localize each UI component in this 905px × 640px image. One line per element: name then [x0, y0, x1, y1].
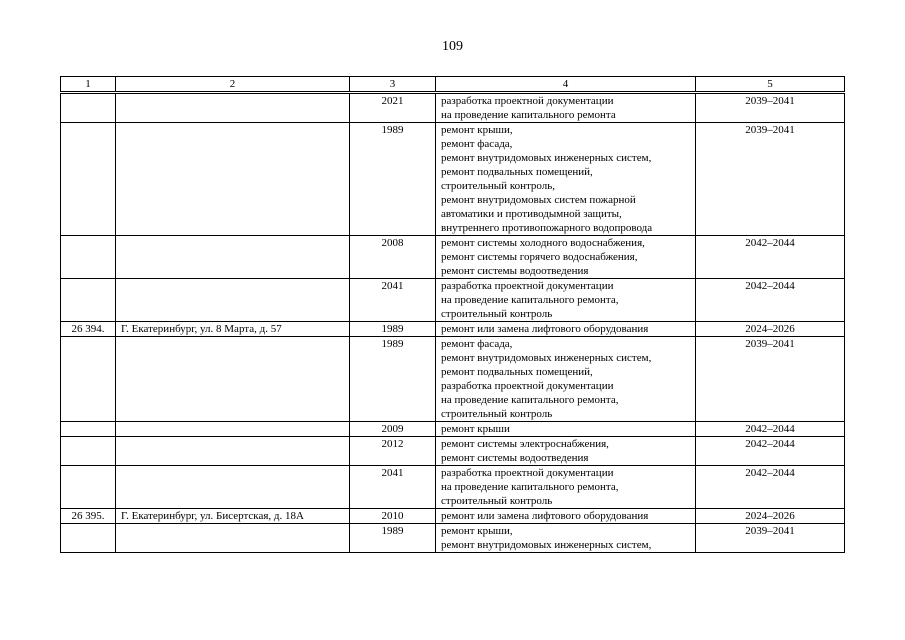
table-row	[61, 123, 845, 236]
table-body	[61, 93, 845, 553]
work-item: ремонт внутридомовых инженерных систем,	[441, 352, 652, 364]
work-item: строительный контроль	[441, 495, 553, 507]
works-cell	[436, 337, 696, 422]
work-item: ремонт или замена лифтового оборудования	[441, 510, 649, 522]
work-item: ремонт системы водоотведения	[441, 452, 589, 464]
entry-number-cell	[61, 524, 116, 553]
work-item: ремонт фасада,	[441, 138, 513, 150]
period-cell: 2039–2041	[696, 524, 845, 553]
period-cell: 2042–2044	[696, 422, 845, 437]
period-cell: 2042–2044	[696, 437, 845, 466]
entry-number-cell	[61, 123, 116, 236]
entry-number-cell	[61, 437, 116, 466]
work-item: ремонт внутридомовых систем пожарной	[441, 194, 636, 206]
work-item: ремонт фасада,	[441, 338, 513, 350]
works-cell	[436, 322, 696, 337]
table-row	[61, 422, 845, 437]
work-item: ремонт или замена лифтового оборудования	[441, 323, 649, 335]
work-item: ремонт внутридомовых инженерных систем,	[441, 152, 652, 164]
address-cell	[116, 236, 350, 279]
column-header: 3	[350, 77, 436, 93]
page-number: 109	[442, 39, 463, 54]
work-item: на проведение капитального ремонта,	[441, 394, 619, 406]
work-item: разработка проектной документации	[441, 95, 614, 107]
year-cell: 2010	[350, 509, 436, 524]
table-row	[61, 337, 845, 422]
entry-number-cell: 26 395.	[61, 509, 116, 524]
table-row	[61, 437, 845, 466]
address-cell: Г. Екатеринбург, ул. 8 Марта, д. 57	[116, 322, 350, 337]
year-cell: 1989	[350, 123, 436, 236]
period-cell: 2042–2044	[696, 236, 845, 279]
column-header: 1	[61, 77, 116, 93]
work-item: ремонт крыши,	[441, 124, 513, 136]
year-cell: 2008	[350, 236, 436, 279]
works-cell	[436, 466, 696, 509]
table-row	[61, 322, 845, 337]
column-header: 4	[436, 77, 696, 93]
year-cell: 2012	[350, 437, 436, 466]
work-item: на проведение капитального ремонта,	[441, 481, 619, 493]
work-item: разработка проектной документации	[441, 467, 614, 479]
work-item: ремонт системы горячего водоснабжения,	[441, 251, 638, 263]
entry-number-cell	[61, 337, 116, 422]
period-cell: 2039–2041	[696, 93, 845, 123]
table-row	[61, 466, 845, 509]
entry-number-cell	[61, 466, 116, 509]
work-item: ремонт крыши	[441, 423, 510, 435]
column-header: 5	[696, 77, 845, 93]
address-cell	[116, 437, 350, 466]
works-cell	[436, 437, 696, 466]
works-cell	[436, 524, 696, 553]
work-item: разработка проектной документации	[441, 280, 614, 292]
address-cell: Г. Екатеринбург, ул. Бисертская, д. 18А	[116, 509, 350, 524]
entry-number-cell: 26 394.	[61, 322, 116, 337]
period-cell: 2042–2044	[696, 466, 845, 509]
work-item: внутреннего противопожарного водопровода	[441, 222, 653, 234]
work-item: на проведение капитального ремонта,	[441, 294, 619, 306]
table-row	[61, 279, 845, 322]
works-cell	[436, 93, 696, 123]
address-cell	[116, 93, 350, 123]
year-cell: 1989	[350, 322, 436, 337]
entry-number-cell	[61, 422, 116, 437]
table-row	[61, 93, 845, 123]
table-row	[61, 524, 845, 553]
work-item: на проведение капитального ремонта	[441, 109, 616, 121]
works-cell	[436, 422, 696, 437]
address-cell	[116, 524, 350, 553]
period-cell: 2039–2041	[696, 337, 845, 422]
works-cell	[436, 509, 696, 524]
work-item: строительный контроль	[441, 308, 553, 320]
work-item: разработка проектной документации	[441, 380, 614, 392]
period-cell: 2024–2026	[696, 322, 845, 337]
repair-schedule-table	[60, 76, 845, 553]
work-item: ремонт подвальных помещений,	[441, 166, 593, 178]
year-cell: 1989	[350, 524, 436, 553]
work-item: строительный контроль	[441, 408, 553, 420]
address-cell	[116, 337, 350, 422]
header-row	[61, 77, 845, 93]
entry-number-cell	[61, 279, 116, 322]
work-item: ремонт системы холодного водоснабжения,	[441, 237, 645, 249]
works-cell	[436, 123, 696, 236]
period-cell: 2024–2026	[696, 509, 845, 524]
year-cell: 1989	[350, 337, 436, 422]
year-cell: 2021	[350, 93, 436, 123]
works-cell	[436, 279, 696, 322]
year-cell: 2041	[350, 466, 436, 509]
period-cell: 2042–2044	[696, 279, 845, 322]
work-item: ремонт системы электроснабжения,	[441, 438, 609, 450]
entry-number-cell	[61, 236, 116, 279]
work-item: автоматики и противодымной защиты,	[441, 208, 622, 220]
work-item: ремонт подвальных помещений,	[441, 366, 593, 378]
year-cell: 2041	[350, 279, 436, 322]
address-cell	[116, 466, 350, 509]
work-item: ремонт крыши,	[441, 525, 513, 537]
address-cell	[116, 422, 350, 437]
work-item: строительный контроль,	[441, 180, 556, 192]
table-row	[61, 236, 845, 279]
address-cell	[116, 123, 350, 236]
column-header: 2	[116, 77, 350, 93]
year-cell: 2009	[350, 422, 436, 437]
table-row	[61, 509, 845, 524]
entry-number-cell	[61, 93, 116, 123]
period-cell: 2039–2041	[696, 123, 845, 236]
address-cell	[116, 279, 350, 322]
work-item: ремонт внутридомовых инженерных систем,	[441, 539, 652, 551]
works-cell	[436, 236, 696, 279]
work-item: ремонт системы водоотведения	[441, 265, 589, 277]
